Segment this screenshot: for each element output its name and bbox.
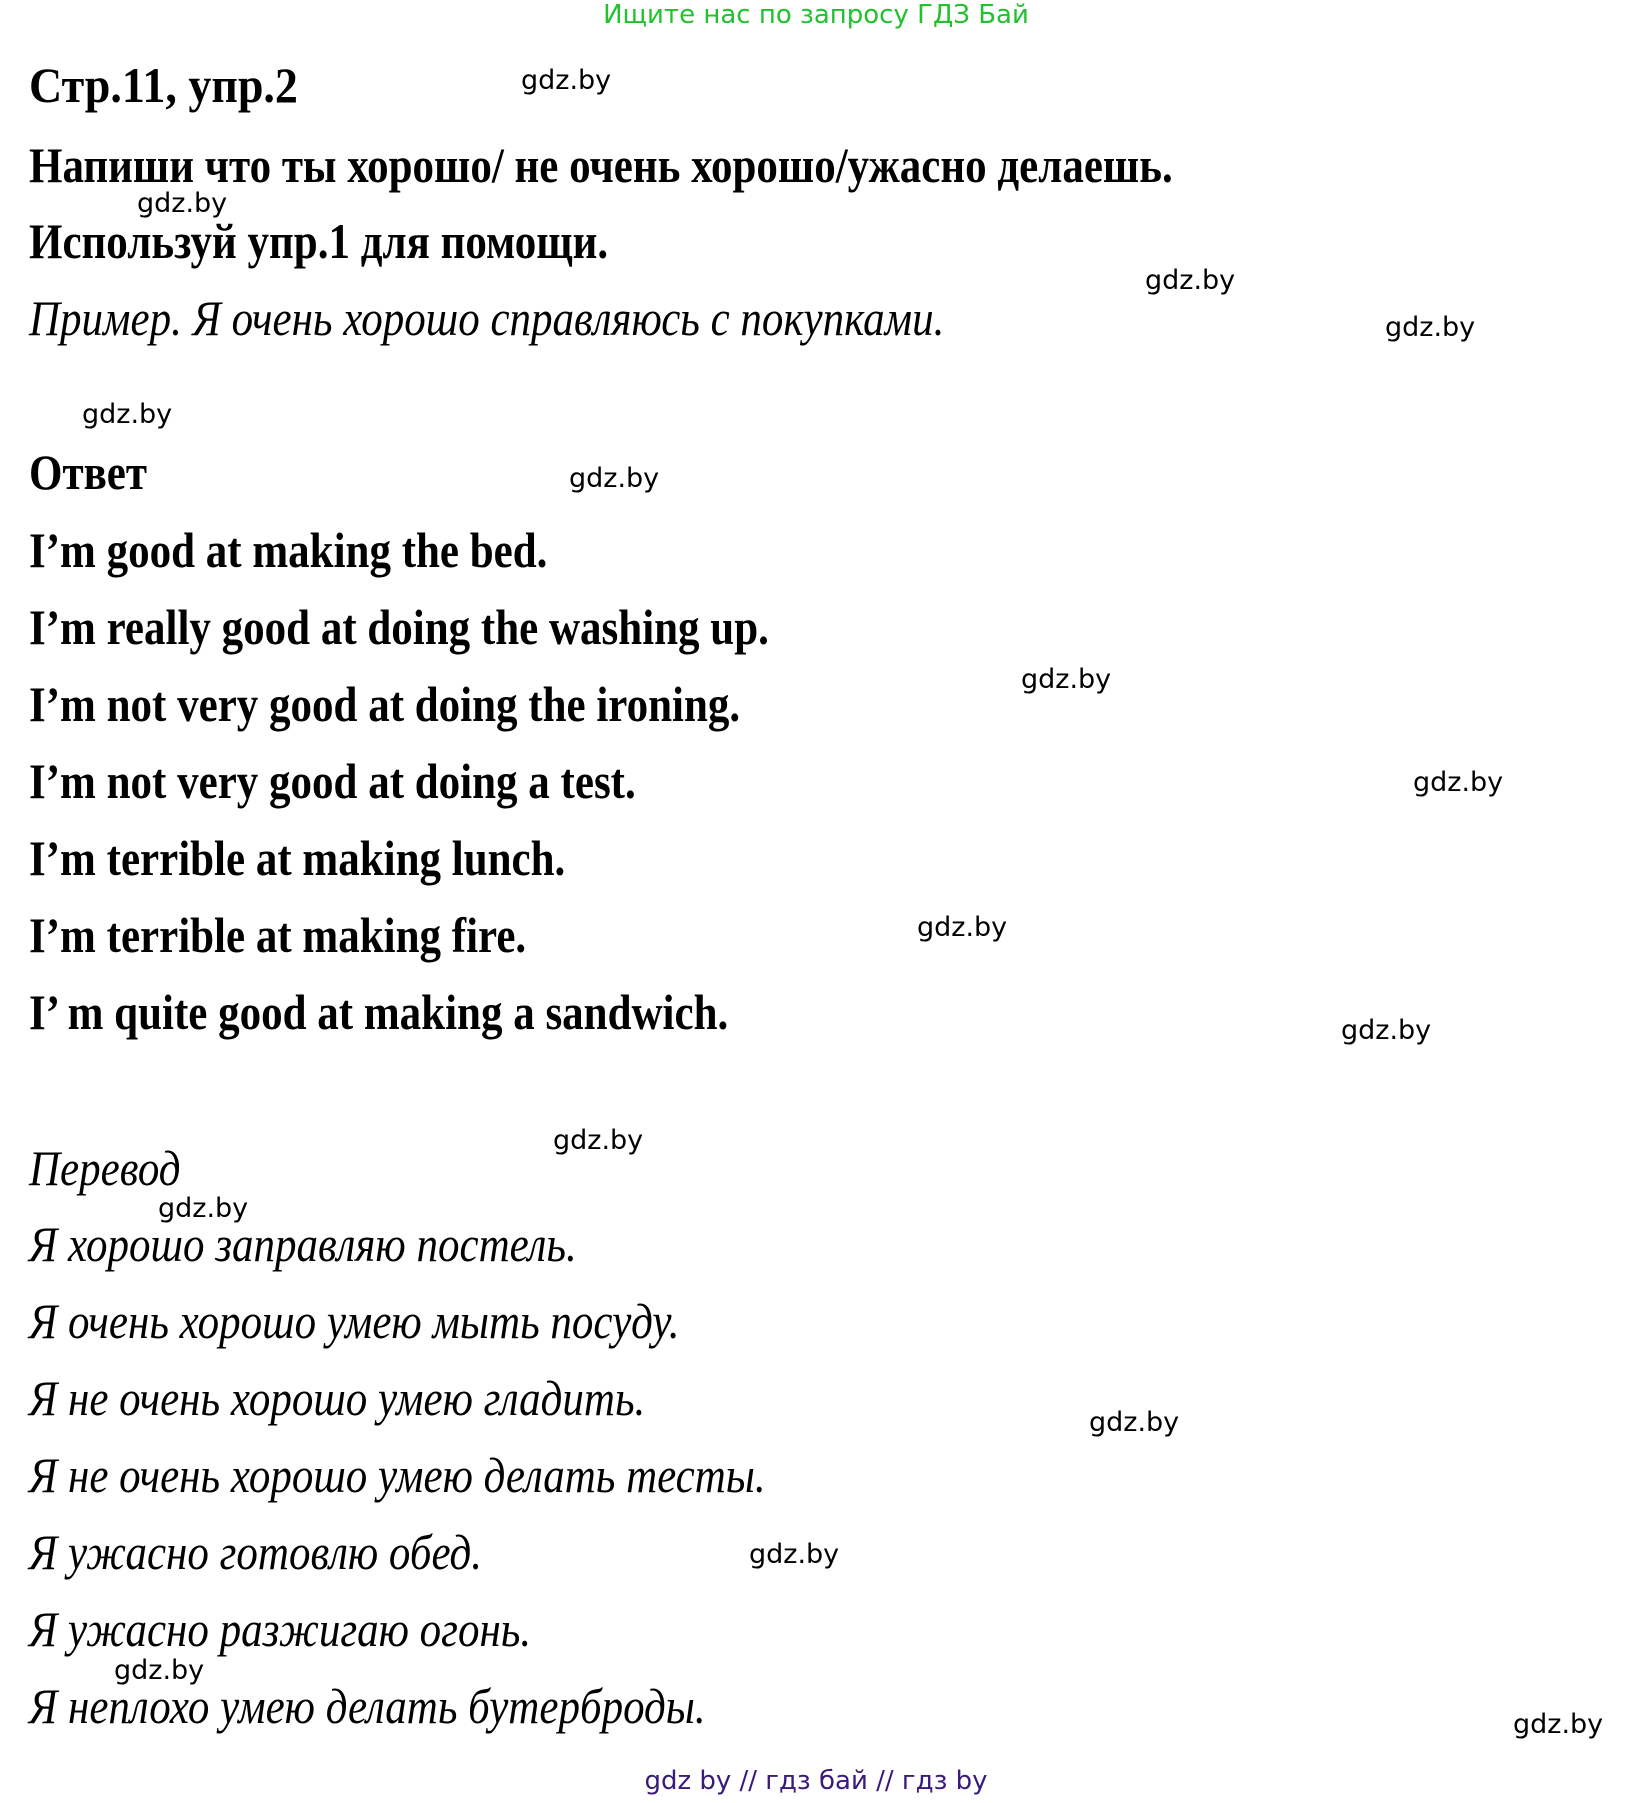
translation-line: Я не очень хорошо умею гладить. bbox=[29, 1370, 646, 1426]
translation-line: Я хорошо заправляю постель. bbox=[29, 1216, 577, 1272]
watermark: gdz.by bbox=[1089, 1407, 1180, 1438]
answer-line: I’m terrible at making lunch. bbox=[29, 830, 566, 886]
watermark: gdz.by bbox=[82, 399, 173, 430]
watermark: gdz.by bbox=[749, 1539, 840, 1570]
watermark: gdz.by bbox=[1341, 1015, 1432, 1046]
watermark: gdz.by bbox=[1145, 265, 1236, 296]
translation-heading: Перевод bbox=[29, 1140, 181, 1196]
translation-line: Я ужасно готовлю обед. bbox=[29, 1524, 483, 1580]
top-banner: Ищите нас по запросу ГДЗ Бай bbox=[603, 0, 1029, 30]
watermark: gdz.by bbox=[1513, 1709, 1604, 1740]
task-line-1: Напиши что ты хорошо/ не очень хорошо/ужасно делаешь. bbox=[29, 137, 1173, 193]
answer-line: I’m not very good at doing the ironing. bbox=[29, 676, 741, 732]
translation-line: Я не очень хорошо умею делать тесты. bbox=[29, 1447, 766, 1503]
bottom-banner: gdz by // гдз бай // гдз by bbox=[644, 1766, 988, 1796]
task-line-2: Используй упр.1 для помощи. bbox=[29, 213, 609, 269]
watermark: gdz.by bbox=[1021, 664, 1112, 695]
translation-line: Я очень хорошо умею мыть посуду. bbox=[29, 1293, 680, 1349]
watermark: gdz.by bbox=[569, 463, 660, 494]
answer-heading: Ответ bbox=[29, 444, 148, 500]
watermark: gdz.by bbox=[114, 1655, 205, 1686]
translation-line: Я ужасно разжигаю огонь. bbox=[29, 1601, 532, 1657]
answer-line: I’ m quite good at making a sandwich. bbox=[29, 984, 729, 1040]
page-title: Стр.11, упр.2 bbox=[29, 57, 298, 113]
answer-line: I’m not very good at doing a test. bbox=[29, 753, 636, 809]
watermark: gdz.by bbox=[1385, 312, 1476, 343]
watermark: gdz.by bbox=[553, 1125, 644, 1156]
watermark: gdz.by bbox=[158, 1193, 249, 1224]
watermark: gdz.by bbox=[917, 912, 1008, 943]
answer-line: I’m good at making the bed. bbox=[29, 522, 548, 578]
answer-line: I’m really good at doing the washing up. bbox=[29, 599, 769, 655]
answer-line: I’m terrible at making fire. bbox=[29, 907, 527, 963]
translation-line: Я неплохо умею делать бутерброды. bbox=[29, 1678, 706, 1734]
watermark: gdz.by bbox=[521, 65, 612, 96]
watermark: gdz.by bbox=[1413, 767, 1504, 798]
watermark: gdz.by bbox=[137, 188, 228, 219]
example-line: Пример. Я очень хорошо справляюсь с покупками. bbox=[29, 290, 945, 346]
